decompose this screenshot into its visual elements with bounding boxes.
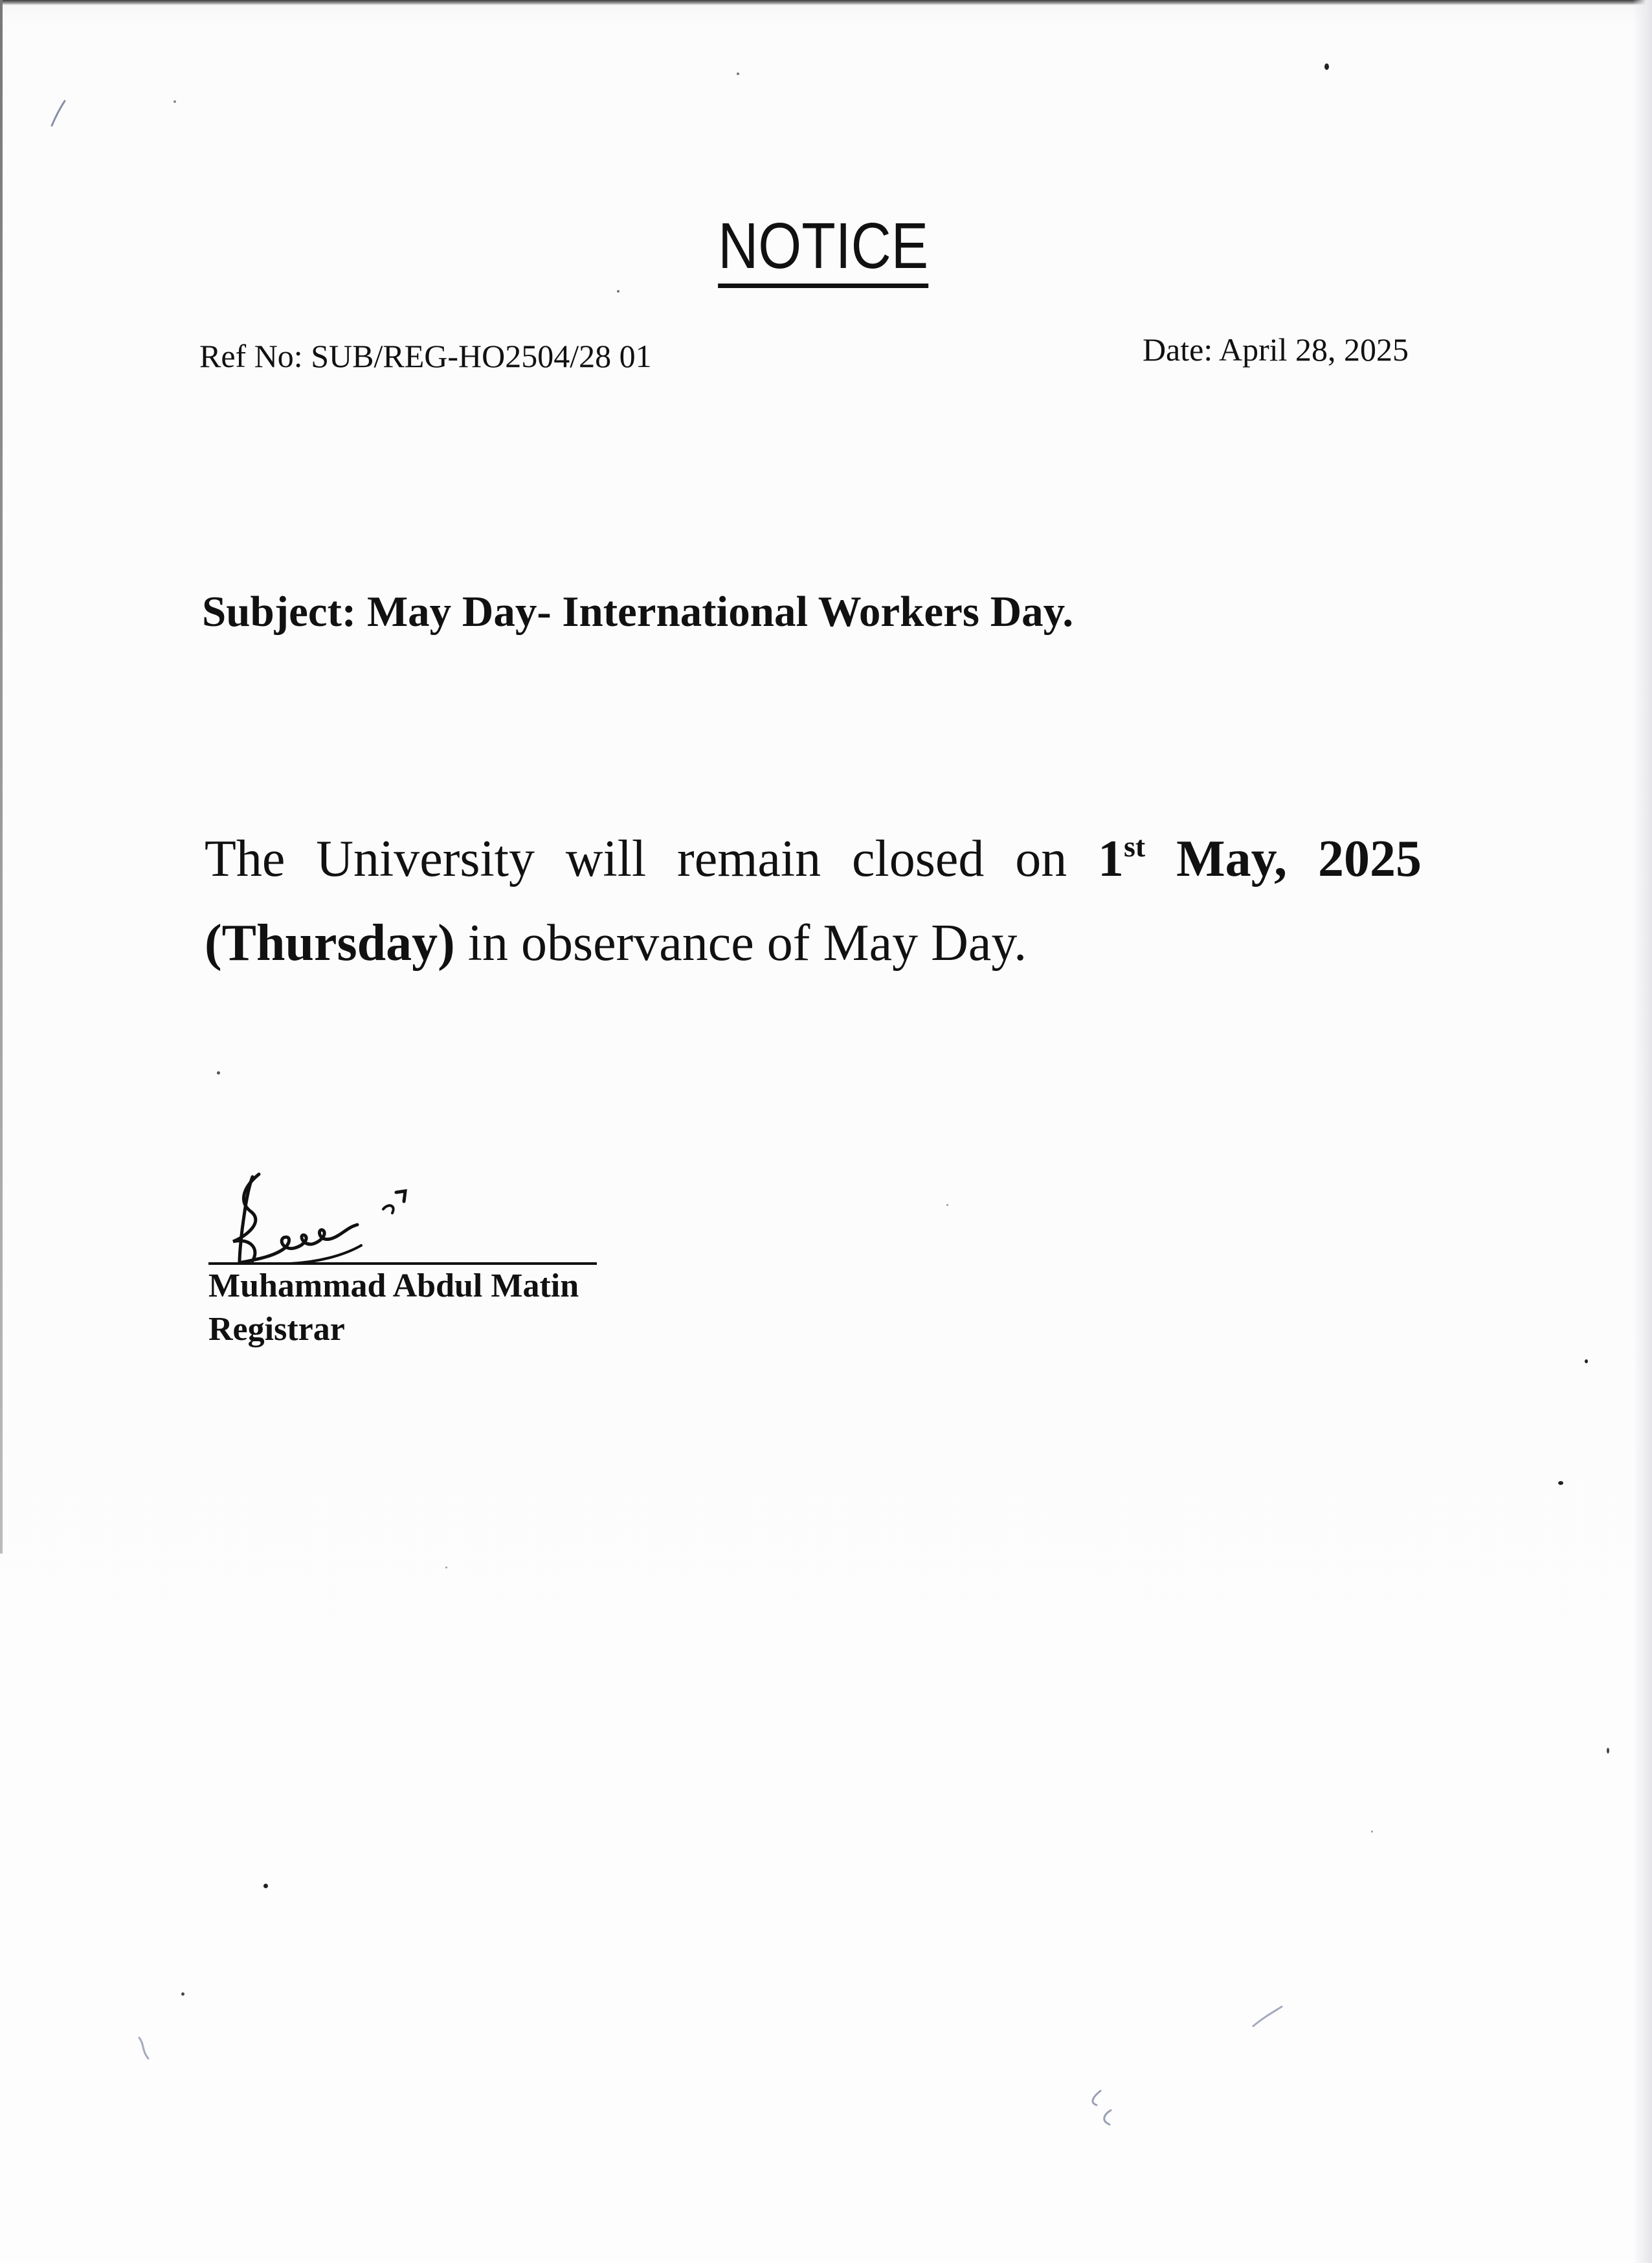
signatory-name: Muhammad Abdul Matin (208, 1267, 579, 1304)
pencil-mark (133, 2033, 159, 2065)
notice-title (113, 207, 1534, 285)
closure-weekday: (Thursday) (205, 915, 455, 972)
scan-speck (445, 1566, 447, 1568)
scan-speck (946, 1204, 948, 1206)
scan-speck (1371, 1831, 1373, 1833)
scan-right-shadow (1633, 0, 1652, 2263)
signatory-title: Registrar (208, 1311, 345, 1348)
scan-speck (1324, 63, 1329, 70)
scan-speck (737, 72, 739, 75)
signature-line (208, 1262, 597, 1265)
closure-day-number: 1 (1098, 831, 1124, 887)
notice-title-text: NOTICE (718, 210, 928, 288)
notice-body-line-2 (205, 901, 1422, 985)
scan-speck (1585, 1359, 1588, 1363)
notice-date: Date: April 28, 2025 (1142, 331, 1409, 368)
handwritten-signature (214, 1165, 460, 1269)
closure-month: May, (1176, 831, 1288, 887)
scan-speck (263, 1884, 268, 1888)
scan-speck (1558, 1481, 1563, 1485)
reference-number: Ref No: SUB/REG-HO2504/28 01 (199, 338, 652, 374)
closure-year: 2025 (1318, 831, 1422, 887)
scan-speck (1607, 1748, 1609, 1754)
body-word: closed (851, 831, 985, 887)
body-word: The (205, 831, 285, 887)
scan-top-edge (0, 0, 1652, 5)
pencil-mark (1243, 2000, 1295, 2033)
body-rest: in observance of May Day. (454, 915, 1027, 972)
scan-speck (217, 1071, 220, 1075)
scan-speck (181, 1992, 184, 1996)
scan-speck (173, 100, 176, 103)
closure-day (1098, 817, 1145, 901)
scan-left-edge (0, 0, 3, 1554)
pencil-mark (45, 97, 71, 129)
notice-body (205, 817, 1422, 985)
closure-day-suffix: st (1124, 830, 1146, 863)
body-word: on (1015, 831, 1067, 887)
pencil-mark (1075, 2065, 1152, 2136)
notice-body-line-1 (205, 817, 1422, 901)
body-word: will (565, 831, 647, 887)
body-word: remain (677, 831, 821, 887)
scan-speck (617, 290, 620, 293)
body-word: University (316, 831, 535, 887)
notice-subject: Subject: May Day- International Workers Day. (202, 588, 1074, 636)
